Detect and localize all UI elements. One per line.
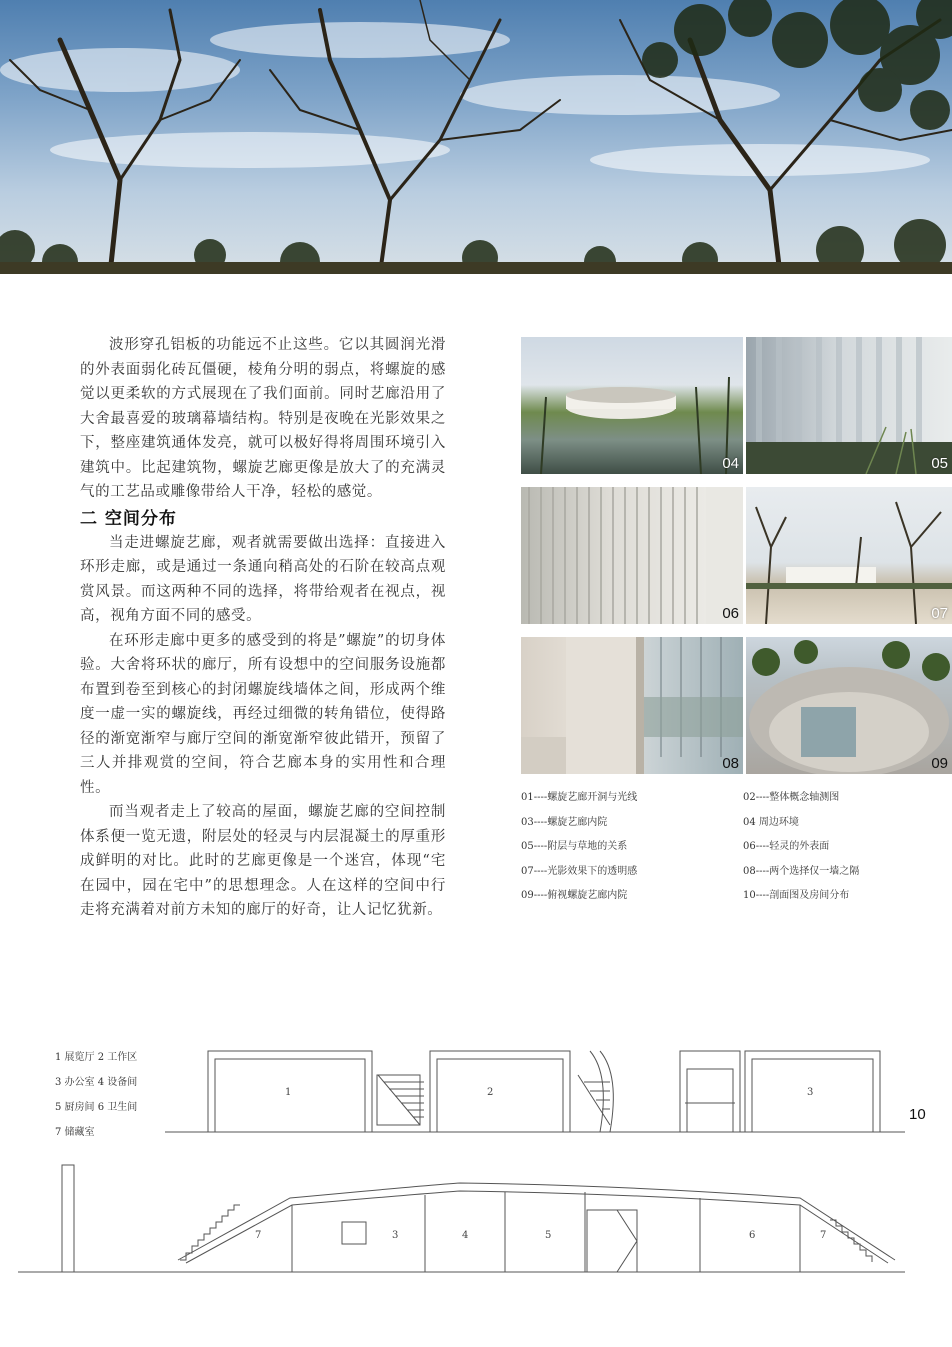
caption: 06----轻灵的外表面 [743, 841, 830, 853]
legend-item: 7 储藏室 [55, 1127, 95, 1138]
photo-number: 07 [931, 605, 948, 622]
photo-05 [746, 337, 952, 474]
paragraph: 在环形走廊中更多的感受到的将是”螺旋”的切身体验。大舍将环状的廊厅，所有设想中的空间服务设施都布置到卷至到核心的封闭螺旋线墙体之间，形成两个维度一虚一实的螺旋线，再经过细微的转角错位，使得路径的渐宽渐窄与廊厅空间的渐宽渐窄彼此错开，预留了三人并排观赏的空间，符合艺廊本身的实用性和合理性。 [80, 632, 446, 796]
room-label: 5 [545, 1230, 552, 1241]
photo-number: 09 [931, 755, 948, 772]
paragraph: 波形穿孔铝板的功能远不止这些。它以其圆润光滑的外表面弱化砖瓦僵硬，棱角分明的弱点，将螺旋的感觉以更柔软的方式展现在了我们面前。同时艺廊沿用了大舍最喜爱的玻璃幕墙结构。特别是夜晚在光影效果之下，整座建筑通体发亮，就可以极好得将周围环境引入建筑中。比起建筑物，螺旋艺廊更像是放大了的充满灵气的工艺品或雕像带给人干净，轻松的感觉。 [80, 337, 446, 500]
legend-item: 5 厨房间 6 卫生间 [55, 1102, 138, 1113]
caption-row [521, 835, 951, 860]
section-drawing [0, 1035, 952, 1285]
photo-09 [746, 637, 952, 774]
legend-item: 1 展览厅 2 工作区 [55, 1052, 138, 1063]
room-label: 7 [255, 1230, 262, 1241]
legend-item: 3 办公室 4 设备间 [55, 1077, 138, 1088]
caption: 02----整体概念轴测图 [743, 792, 840, 803]
caption: 09----俯视螺旋艺廊内院 [521, 890, 628, 902]
caption: 10----剖面图及房间分布 [743, 890, 850, 902]
caption: 05----附层与草地的关系 [521, 841, 628, 853]
room-label: 2 [487, 1087, 494, 1098]
photo-06 [521, 487, 743, 624]
caption-row [521, 860, 951, 885]
caption-row [521, 884, 951, 909]
photo-number: 08 [722, 755, 739, 772]
caption-row [521, 811, 951, 836]
room-label: 3 [392, 1230, 399, 1241]
figure-number: 10 [909, 1106, 926, 1123]
caption: 04 周边环境 [743, 816, 799, 828]
room-label: 7 [820, 1230, 827, 1241]
photo-captions [521, 786, 951, 909]
room-label: 3 [807, 1087, 814, 1098]
room-label: 4 [462, 1230, 469, 1241]
paragraph: 当走进螺旋艺廊，观者就需要做出选择：直接进入环形走廊，或是通过一条通向稍高处的石阶在较高点观赏风景。而这两种不同的选择，将带给观者在视点，视高，视角方面不同的感受。 [80, 534, 446, 624]
caption: 07----光影效果下的透明感 [521, 865, 638, 877]
photo-04 [521, 337, 743, 474]
caption-row [521, 786, 951, 811]
room-label: 6 [749, 1230, 756, 1241]
section-heading: 二 空间分布 [80, 508, 177, 529]
hero-photo [0, 0, 952, 274]
caption: 08----两个选择仅一墙之隔 [743, 865, 860, 877]
room-legend [55, 1045, 137, 1145]
photo-08 [521, 637, 743, 774]
photo-number: 04 [722, 455, 739, 472]
photo-07 [746, 487, 952, 624]
photo-number: 05 [931, 455, 948, 472]
photo-number: 06 [722, 605, 739, 622]
article-body [80, 333, 446, 923]
room-label: 1 [285, 1087, 292, 1098]
caption: 03----螺旋艺廊内院 [521, 816, 608, 828]
caption: 01----螺旋艺廊开洞与光线 [521, 792, 638, 803]
paragraph: 而当观者走上了较高的屋面，螺旋艺廊的空间控制体系便一览无遗，附层处的轻灵与内层混凝土的厚重形成鲜明的对比。此时的艺廊更像是一个迷宫，体现“宅在园中，园在宅中”的思想理念。人在这样的空间中行走将充满着对前方未知的廊厅的好奇，让人记忆犹新。 [80, 804, 446, 918]
